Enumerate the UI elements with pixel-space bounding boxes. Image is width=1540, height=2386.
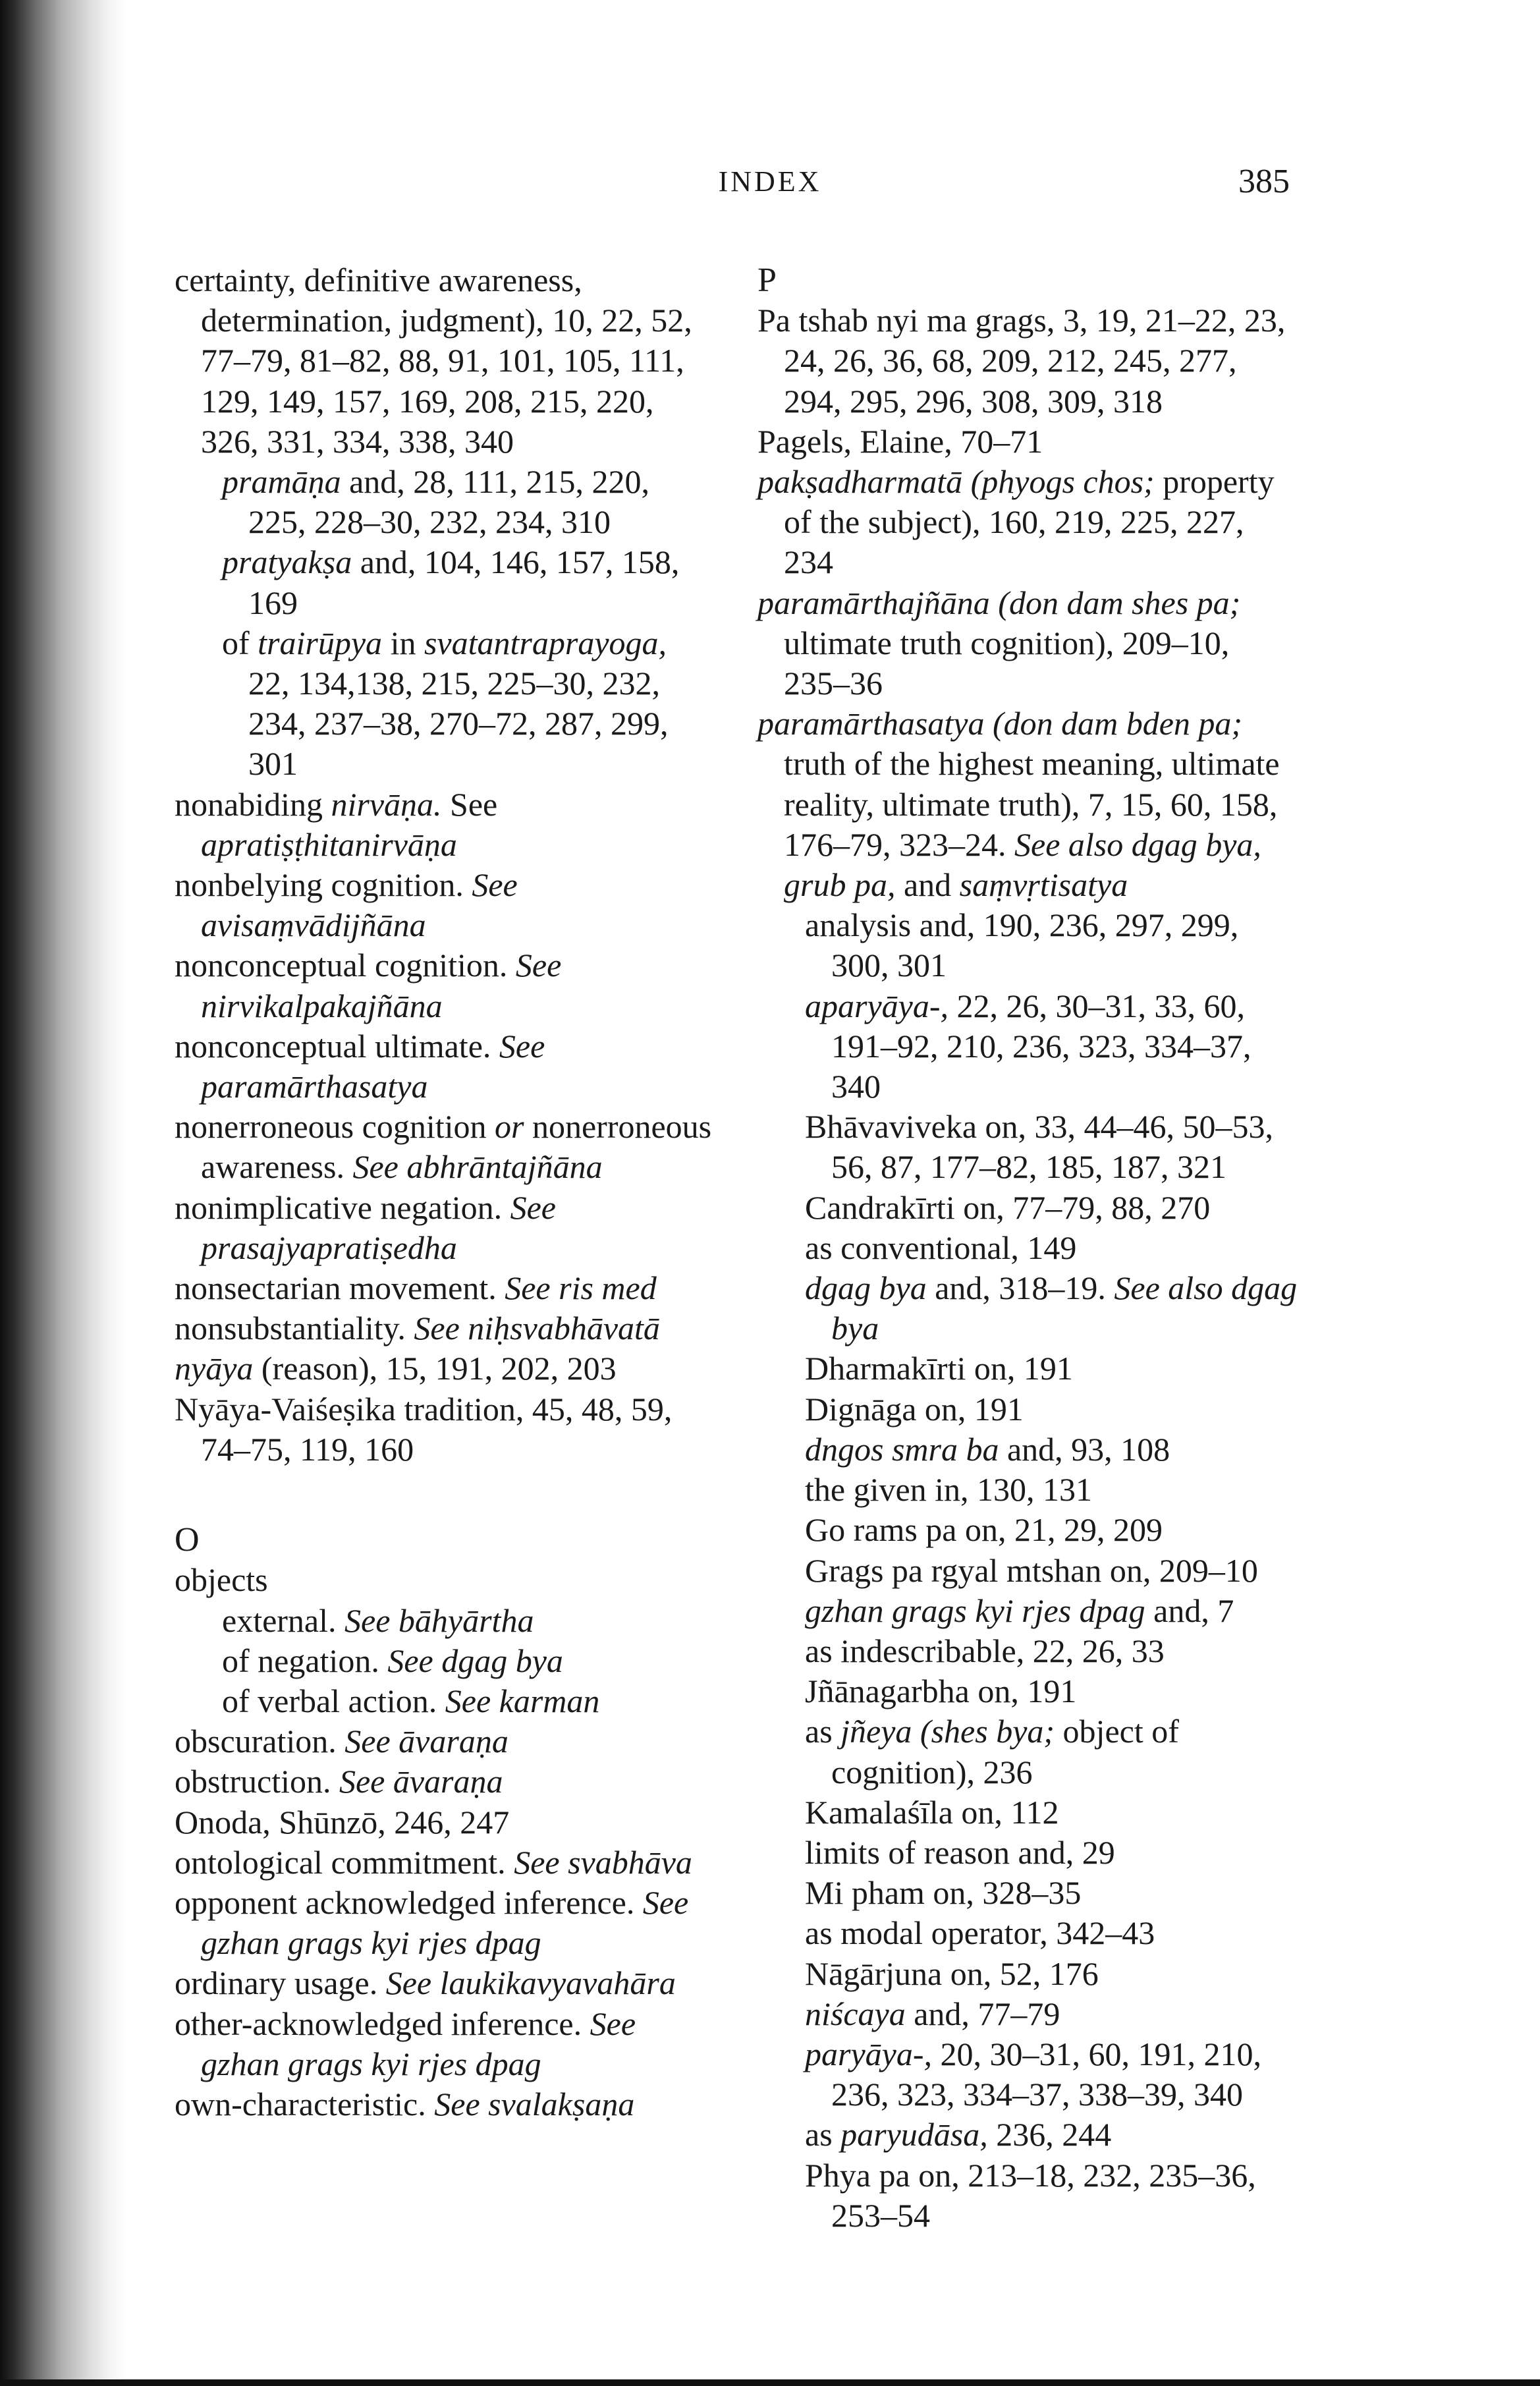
index-subentry	[175, 1601, 715, 1641]
italic-term: pratyakṣa	[222, 543, 352, 581]
index-subentry	[757, 1711, 1298, 1792]
italic-term: See abhrāntajñāna	[352, 1148, 603, 1186]
entry-text: Grags pa rgyal mtshan on, 209–10	[805, 1551, 1258, 1589]
entry-text: and, 104, 146, 157, 158, 169	[248, 543, 680, 621]
p-entries	[757, 300, 1298, 2236]
entry-text: truth of the highest meaning, ultimate reality, ultimate truth), 7, 15, 60, 158, 176–79, 323–24.	[784, 745, 1280, 863]
italic-term: dgag bya	[805, 1269, 927, 1307]
entry-text: objects	[175, 1561, 268, 1599]
index-entry	[175, 1963, 715, 2003]
entry-text: nonerroneous cognition	[175, 1108, 495, 1146]
entry-text: ultimate truth cognition), 209–10, 235–36	[784, 624, 1230, 702]
italic-term: See karman	[445, 1682, 600, 1719]
index-subentry	[175, 1681, 715, 1721]
italic-term: apratiṣṭhitanirvāṇa	[201, 825, 457, 863]
index-subentry	[757, 1591, 1298, 1631]
index-entry	[175, 2004, 715, 2084]
index-subentry	[757, 1792, 1298, 1833]
italic-term: saṃvṛtisatya	[959, 866, 1128, 904]
italic-term: trairūpya	[258, 624, 383, 661]
italic-term: paryudāsa,	[840, 2116, 988, 2153]
entry-text: ordinary usage.	[175, 1964, 386, 2002]
index-subentry	[757, 1389, 1298, 1429]
entry-text: nonconceptual cognition.	[175, 947, 516, 984]
index-entry	[175, 1721, 715, 1762]
index-subentry	[757, 1107, 1298, 1187]
italic-term: niścaya	[805, 1995, 906, 2032]
index-entry	[175, 2084, 715, 2124]
entry-text: limits of reason and, 29	[805, 1833, 1115, 1871]
o-entries	[175, 1560, 715, 2124]
entry-text: in	[382, 624, 424, 661]
section-letter-o: O	[175, 1521, 200, 1559]
index-subentry	[757, 905, 1298, 985]
index-entry	[757, 422, 1298, 462]
index-subentry	[757, 2115, 1298, 2155]
entry-text: nonconceptual ultimate.	[175, 1027, 499, 1065]
entry-text: and, 7	[1145, 1592, 1234, 1629]
entry-text: Phya pa on, 213–18, 232, 235–36, 253–54	[805, 2156, 1256, 2234]
italic-term: paramārthajñāna (don dam shes pa;	[757, 584, 1241, 621]
italic-term: See ris med	[505, 1269, 657, 1307]
entry-text: as	[805, 1713, 841, 1750]
index-subentry	[175, 462, 715, 542]
index-entry	[175, 1802, 715, 1843]
index-subentry	[757, 1429, 1298, 1470]
entry-text: (reason), 15, 191, 202, 203	[253, 1350, 617, 1387]
entry-text: Candrakīrti on, 77–79, 88, 270	[805, 1188, 1211, 1226]
index-entry	[175, 1389, 715, 1470]
index-subentry	[757, 1268, 1298, 1348]
italic-term: paramārthasatya (don dam bden pa;	[757, 705, 1243, 742]
entry-text: See	[441, 785, 498, 823]
bottom-edge	[0, 2379, 1540, 2386]
left-column	[175, 260, 715, 2124]
index-subentry	[175, 1641, 715, 1681]
entry-text: property of the subject), 160, 219, 225, 227, 234	[784, 463, 1275, 581]
italic-term: dngos smra ba	[805, 1430, 999, 1468]
entry-text: of verbal action.	[222, 1682, 445, 1719]
entry-text: 236, 244	[987, 2116, 1112, 2153]
entry-text: external.	[222, 1601, 345, 1639]
entry-text: object of cognition), 236	[831, 1713, 1179, 1790]
italic-term: gzhan grags kyi rjes dpag	[805, 1592, 1145, 1629]
entry-text: Nyāya-Vaiśeṣika tradition, 45, 48, 59, 74–75, 119, 160	[175, 1390, 673, 1468]
index-subentry	[757, 1994, 1298, 2034]
index-subentry	[757, 1873, 1298, 1913]
italic-term: svatantraprayoga,	[424, 624, 667, 661]
italic-term: pakṣadharmatā (phyogs chos;	[757, 463, 1155, 501]
entry-text: ontological commitment.	[175, 1843, 514, 1881]
italic-term: See gzhan grags kyi rjes dpag	[201, 1883, 689, 1962]
entry-text: of negation.	[222, 1642, 388, 1679]
index-entry	[175, 1107, 715, 1187]
italic-term: See nirvikalpakajñāna	[201, 947, 562, 1024]
index-subentry	[757, 1188, 1298, 1228]
italic-term: See svabhāva	[514, 1843, 692, 1881]
italic-term: See āvaraṇa	[344, 1723, 509, 1760]
index-subentry	[757, 1470, 1298, 1510]
italic-term: pramāṇa	[222, 463, 341, 501]
italic-term: See bāhyārtha	[344, 1601, 534, 1639]
entry-text: own-characteristic.	[175, 2085, 435, 2122]
index-subentry	[757, 1348, 1298, 1389]
italic-term: or	[495, 1108, 524, 1146]
index-entry	[175, 260, 715, 462]
italic-term: See also dgag bya	[831, 1269, 1298, 1347]
index-subentry	[757, 2034, 1298, 2115]
binding-shadow	[0, 0, 125, 2386]
entry-text: nonerroneous awareness.	[201, 1108, 712, 1186]
italic-term: nyāya	[175, 1350, 254, 1387]
index-subentry	[757, 1833, 1298, 1873]
entry-text: Pagels, Elaine, 70–71	[757, 422, 1043, 460]
entry-text: other-acknowledged inference.	[175, 2005, 590, 2042]
entry-text: nonbelying cognition.	[175, 866, 472, 904]
index-entry	[175, 865, 715, 945]
index-entry	[757, 462, 1298, 583]
index-entry	[757, 583, 1298, 704]
index-subentry	[757, 2155, 1298, 2236]
italic-term: See paramārthasatya	[201, 1027, 545, 1105]
index-entry	[175, 1268, 715, 1308]
italic-term: jñeya (shes bya;	[840, 1713, 1055, 1750]
index-entry	[175, 1762, 715, 1802]
index-entry	[175, 1843, 715, 1883]
index-subentry	[757, 1631, 1298, 1671]
index-subentry	[757, 1913, 1298, 1953]
entry-text: Kamalaśīla on, 112	[805, 1793, 1059, 1831]
entry-text: obstruction.	[175, 1763, 339, 1800]
italic-term: paryāya-,	[805, 2035, 932, 2072]
index-entry	[175, 1883, 715, 1963]
entry-text: opponent acknowledged inference.	[175, 1883, 643, 1921]
index-subentry	[757, 1510, 1298, 1550]
index-subentry	[757, 1551, 1298, 1591]
italic-term: See niḥsvabhāvatā	[414, 1310, 660, 1347]
italic-term: aparyāya-,	[805, 987, 949, 1024]
entry-text: nonabiding	[175, 785, 331, 823]
entry-text: and, 93, 108	[999, 1430, 1170, 1468]
entry-text: nonsubstantiality.	[175, 1310, 414, 1347]
italic-term: See svalakṣaṇa	[434, 2085, 635, 2122]
italic-term: See also dgag bya, grub pa,	[784, 825, 1261, 904]
entry-text: and, 77–79	[905, 1995, 1060, 2032]
entry-text: Dignāga on, 191	[805, 1390, 1024, 1428]
index-entry	[175, 945, 715, 1026]
entry-text: obscuration.	[175, 1723, 345, 1760]
index-subentry	[757, 986, 1298, 1107]
italic-term: See laukikavyavahāra	[385, 1964, 676, 2002]
italic-term: See dgag bya	[387, 1642, 563, 1679]
entry-text: Onoda, Shūnzō, 246, 247	[175, 1803, 510, 1841]
entry-text: certainty, definitive awareness, determination, judgment), 10, 22, 52, 77–79, 81–82, 88, 91, 101, 105, 111, 129, 149, 157, 169, 208, 215, 220, 326, 331, 334, 338, 340	[175, 262, 692, 460]
index-entry	[175, 1560, 715, 1600]
index-entry	[175, 1188, 715, 1268]
index-entry	[175, 1308, 715, 1348]
italic-term: See prasajyapratiṣedha	[201, 1188, 556, 1266]
italic-term: See avisaṃvādijñāna	[201, 866, 518, 944]
entry-text: 22, 134,138, 215, 225–30, 232, 234, 237–38, 270–72, 287, 299, 301	[248, 665, 669, 783]
section-letter-p: P	[757, 262, 777, 299]
entry-text: Nāgārjuna on, 52, 176	[805, 1955, 1099, 1992]
index-entry	[175, 1026, 715, 1107]
entry-text: Jñānagarbha on, 191	[805, 1673, 1077, 1710]
entry-text: as conventional, 149	[805, 1229, 1077, 1266]
entry-text: nonimplicative negation.	[175, 1188, 510, 1226]
entry-text: nonsectarian movement.	[175, 1269, 505, 1307]
right-column	[757, 260, 1298, 2236]
entry-text: analysis and, 190, 236, 297, 299, 300, 301	[805, 906, 1239, 984]
entry-text: 22, 26, 30–31, 33, 60, 191–92, 210, 236, 323, 334–37, 340	[831, 987, 1251, 1105]
entry-text: and	[895, 866, 960, 904]
entry-text: Pa tshab nyi ma grags, 3, 19, 21–22, 23, 24, 26, 36, 68, 209, 212, 245, 277, 294, 295, 296, 308, 309, 318	[757, 302, 1286, 420]
index-subentry	[757, 1228, 1298, 1268]
index-subentry	[175, 542, 715, 623]
index-subentry	[757, 1671, 1298, 1711]
entry-text: as indescribable, 22, 26, 33	[805, 1632, 1165, 1669]
entry-text: 20, 30–31, 60, 191, 210, 236, 323, 334–37, 338–39, 340	[831, 2035, 1261, 2113]
index-entry	[175, 1348, 715, 1389]
entry-text: Dharmakīrti on, 191	[805, 1350, 1073, 1387]
index-entry	[757, 704, 1298, 905]
entry-text: Go rams pa on, 21, 29, 209	[805, 1511, 1163, 1549]
entry-text: and, 28, 111, 215, 220, 225, 228–30, 232, 234, 310	[248, 463, 650, 541]
running-title: INDEX	[718, 165, 822, 198]
entry-text: of	[222, 624, 258, 661]
page-number: 385	[1238, 163, 1290, 200]
entry-text: Bhāvaviveka on, 33, 44–46, 50–53, 56, 87, 177–82, 185, 187, 321	[805, 1108, 1274, 1186]
italic-term: nirvāṇa.	[331, 785, 442, 823]
index-entry	[757, 300, 1298, 422]
entry-text: as	[805, 2116, 841, 2153]
entry-text: as modal operator, 342–43	[805, 1914, 1155, 1952]
index-subentry	[757, 1954, 1298, 1994]
entry-text: Mi pham on, 328–35	[805, 1874, 1082, 1912]
italic-term: See gzhan grags kyi rjes dpag	[201, 2005, 636, 2082]
entry-text: and, 318–19.	[926, 1269, 1114, 1307]
index-subentry	[175, 623, 715, 785]
continuation-entries	[175, 260, 715, 1470]
entry-text: the given in, 130, 131	[805, 1471, 1093, 1509]
italic-term: See āvaraṇa	[339, 1763, 503, 1800]
index-entry	[175, 785, 715, 865]
